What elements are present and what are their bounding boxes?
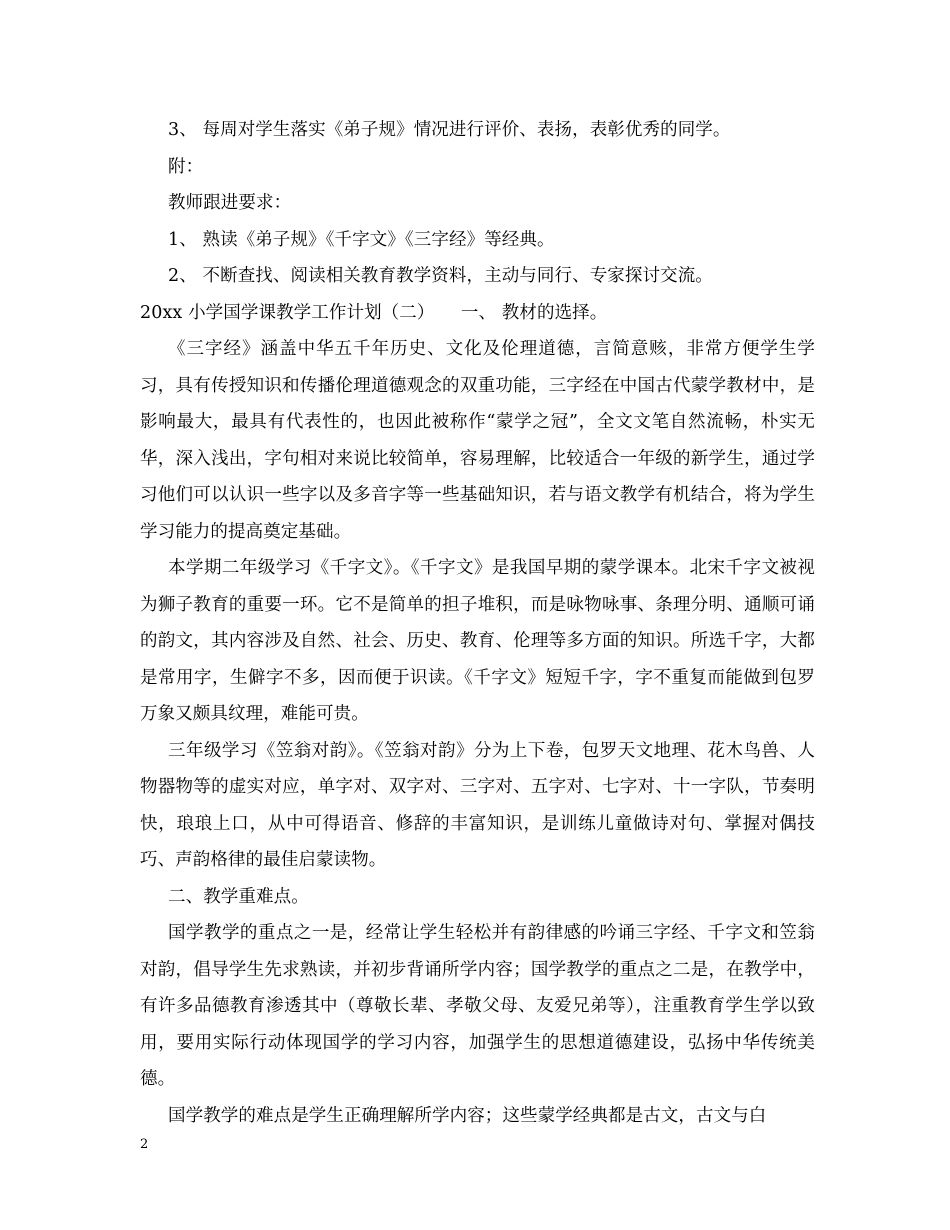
plan-title-and-section-heading: 20xx 小学国学课教学工作计划（二） 一、 教材的选择。	[140, 302, 608, 323]
appendix-label: 附：	[168, 156, 204, 177]
list-item-read-classics: 1、 熟读《弟子规》《千字文》《三字经》等经典。	[168, 229, 555, 250]
list-item-research-exchange: 2、 不断查找、阅读相关教育教学资料，主动与同行、专家探讨交流。	[168, 266, 713, 286]
paragraph-qianziwen: 本学期二年级学习《千字文》。《千字文》是我国早期的蒙学课本。北宋千字文被视为狮子教育的重要一环。它不是简单的担子堆积，而是咏物咏事、条理分明、通顺可诵的韵文，其内容涉及自然、社会、历史、教育、伦理等多方面的知识。所选千字，大都是常用字，生僻字不多，因而便于识读。《千字文》短短千字，字不重复而能做到包罗万象又颇具纹理，难能可贵。	[140, 558, 815, 724]
paragraph-liwengduiyun: 三年级学习《笠翁对韵》。《笠翁对韵》分为上下卷，包罗天文地理、花木鸟兽、人物器物等的虚实对应，单字对、双字对、三字对、五字对、七字对、十一字队，节奏明快，琅琅上口，从中可得语音、修辞的丰富知识，是训练儿童做诗对句、掌握对偶技巧、声韵格律的最佳启蒙读物。	[140, 740, 815, 870]
paragraph-teaching-difficulty: 国学教学的难点是学生正确理解所学内容；这些蒙学经典都是古文，古文与白	[168, 1105, 767, 1126]
teacher-requirements-heading: 教师跟进要求：	[168, 193, 292, 213]
section-heading-key-points: 二、教学重难点。	[168, 886, 309, 907]
document-body	[140, 112, 815, 1134]
paragraph-sanzijing: 《三字经》涵盖中华五千年历史、文化及伦理道德，言简意赅，非常方便学生学习，具有传授知识和传播伦理道德观念的双重功能，三字经在中国古代蒙学教材中，是影响最大，最具有代表性的，也因此被称作“蒙学之冠”，全文文笔自然流畅，朴实无华，深入浅出，字句相对来说比较简单，容易理解，比较适合一年级的新学生，通过学习他们可以认识一些字以及多音字等一些基础知识，若与语文教学有机结合，将为学生学习能力的提高奠定基础。	[140, 339, 815, 542]
paragraph-teaching-focus: 国学教学的重点之一是，经常让学生轻松并有韵律感的吟诵三字经、千字文和笠翁对韵，倡导学生先求熟读，并初步背诵所学内容；国学教学的重点之二是，在教学中，有许多品德教育渗透其中（尊敬长辈、孝敬父母、友爱兄弟等），注重教育学生学以致用，要用实际行动体现国学的学习内容，加强学生的思想道德建设，弘扬中华传统美德。	[140, 923, 815, 1089]
page-number: 2	[140, 1137, 149, 1152]
list-item-weekly-evaluation: 3、 每周对学生落实《弟子规》情况进行评价、表扬，表彰优秀的同学。	[168, 120, 731, 140]
